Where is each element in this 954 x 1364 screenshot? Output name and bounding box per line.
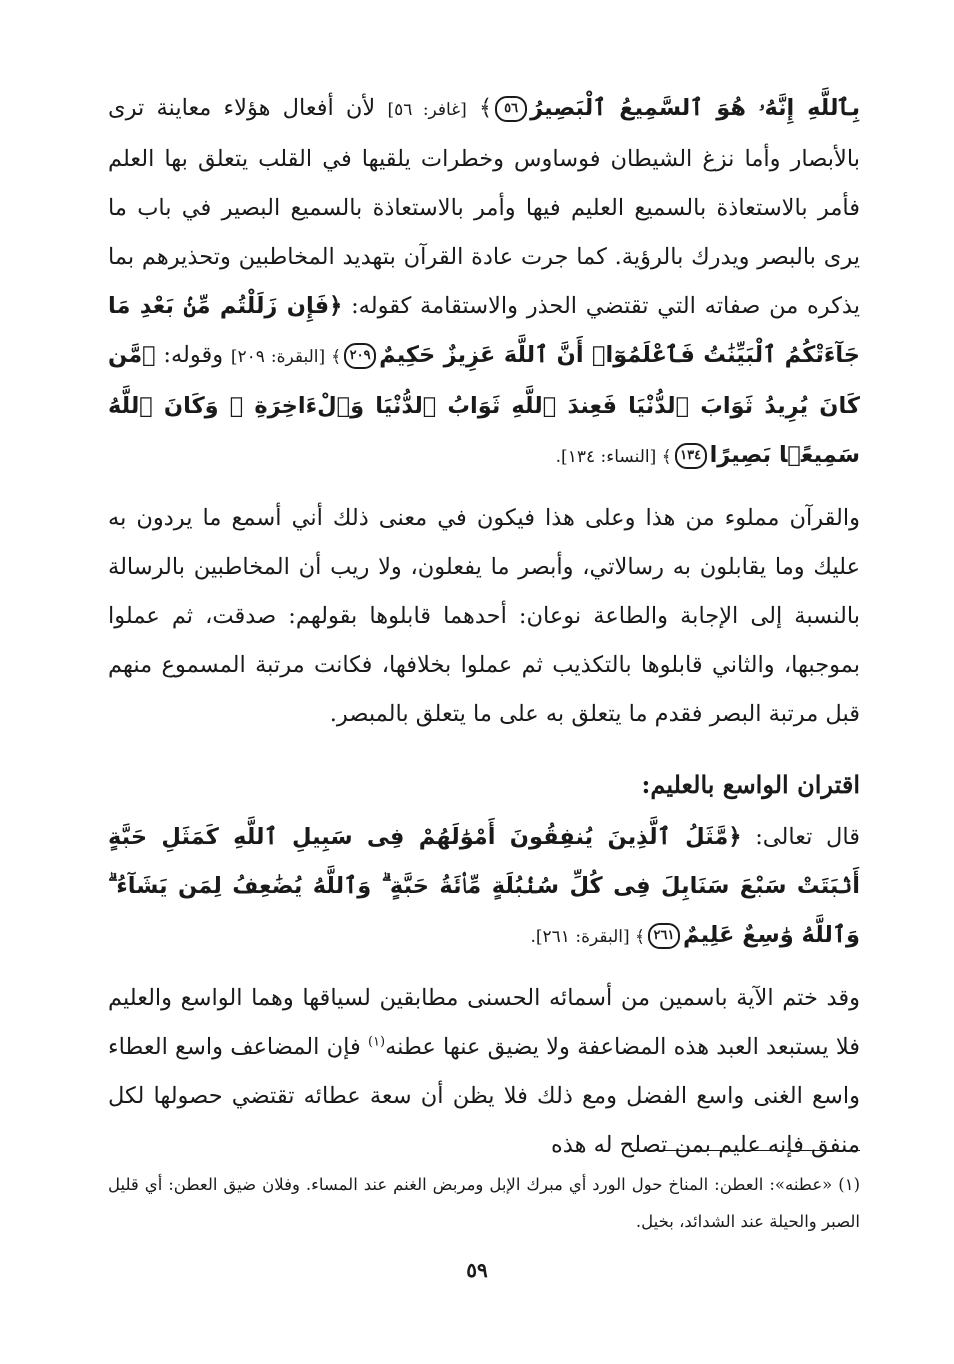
page-number: ٥٩ <box>466 1258 488 1282</box>
verse-reference: ﴾ [البقرة: ٢٦١]. <box>530 927 646 947</box>
footnote-item <box>108 1166 860 1240</box>
section-heading: اقتران الواسع بالعليم: <box>641 770 860 799</box>
paragraph-4 <box>108 974 860 1170</box>
paragraph-3 <box>108 813 860 962</box>
quran-verse: ﴿مَّثَلُ ٱلَّذِينَ يُنفِقُونَ أَمْوَٰلَهُمْ فِى سَبِيلِ ٱللَّهِ كَمَثَلِ حَبَّةٍ أَنۢبَتَتْ سَبْعَ سَنَابِلَ فِى كُلِّ سُنۢبُلَةٍ مِّا۟ئَةُ حَبَّةٍ ۗ وَٱللَّهُ يُضَٰعِفُ لِمَن يَشَآءُ ۗ وَٱللَّهُ وَٰسِعٌ عَلِيمٌ <box>108 824 860 948</box>
quran-verse: ﴿فَإِن زَلَلْتُم مِّنۢ بَعْدِ مَا جَآءَتْكُمُ ٱلْبَيِّنَٰتُ فَٱعْلَمُوٓا۟ أَنَّ ٱللَّهَ عَزِيزٌ حَكِيمٌ <box>108 293 860 368</box>
verse-reference: ﴾ [النساء: ١٣٤]. <box>555 447 672 467</box>
footnote-marker: (١) <box>838 1175 860 1194</box>
verse-reference: [غافر: ٥٦] <box>387 100 467 120</box>
footnotes <box>108 1166 860 1240</box>
ayah-number-marker: ١٣٤ <box>675 443 707 469</box>
paragraph-text: لأن أفعال هؤلاء معاينة ترى بالأبصار وأما نزغ الشيطان فوساوس وخطرات يلقيها في القلب يتعلق بها العلم فأمر بالاستعاذة بالسميع العليم فيها وأمر بالاستعاذة بالسميع البصير في باب ما يرى بالبصر ويدرك بالرؤية. كما جرت عادة القرآن بتهديد المخاطبين وتحذيرهم بما يذكره من صفاته التي تقتضي الحذر والاستقامة كقوله: <box>108 95 860 319</box>
footnote-divider <box>654 1150 860 1151</box>
paragraph-text: قال تعالى: <box>755 824 860 850</box>
verse-reference: ﴾ [البقرة: ٢٠٩] <box>230 347 342 367</box>
paragraph-text: وقد ختم الآية باسمين من أسمائه الحسنى مطابقين لسياقها وهما الواسع والعليم فلا يستبعد العبد هذه المضاعفة ولا يضيق عنها عطنه <box>108 985 860 1060</box>
quran-verse: ﴿مَّن كَانَ يُرِيدُ ثَوَابَ ٱلدُّنْيَا فَعِندَ ٱللَّهِ ثَوَابُ ٱلدُّنْيَا وَٱلْءَاخِرَةِ ۚ وَكَانَ ٱللَّهُ سَمِيعًۢا بَصِيرًا <box>108 342 860 468</box>
paragraph-1 <box>108 84 860 482</box>
paragraph-text: وقوله: <box>163 342 224 368</box>
ayah-number-marker: ٢٠٩ <box>344 343 376 369</box>
book-page-body <box>108 84 860 1170</box>
ayah-number-marker: ٥٦ <box>495 96 527 122</box>
quran-verse: بِٱللَّهِ إِنَّهُۥ هُوَ ٱلسَّمِيعُ ٱلْبَصِيرُ <box>530 95 861 121</box>
paragraph-2: والقرآن مملوء من هذا وعلى هذا فيكون في معنى ذلك أني أسمع ما يردون به عليك وما يقابلون به رسالاتي، وأبصر ما يفعلون، ولا ريب أن المخاطبين بالرسالة بالنسبة إلى الإجابة والطاعة نوعان: أحدهما قابلوها بقولهم: صدقت، ثم عملوا بموجبها، والثاني قابلوها بالتكذيب ثم عملوا بخلافها، فكانت مرتبة المسموع منهم قبل مرتبة البصر فقدم ما يتعلق به على ما يتعلق بالمبصر. <box>108 505 860 727</box>
footnote-reference: (١) <box>367 1034 386 1050</box>
ayah-number-marker: ٢٦١ <box>648 923 680 949</box>
paragraph-text: فإن المضاعف واسع العطاء واسع الغنى واسع الفضل ومع ذلك فلا يظن أن سعة عطائه تقتضي حصولها لكل منفق فإنه عليم بمن تصلح له هذه <box>108 1034 860 1158</box>
footnote-text: «عطنه»: العطن: المناخ حول الورد أي مبرك الإبل ومربض الغنم عند المساء. وفلان ضيق العطن: أي قليل الصبر والحيلة عند الشدائد، بخيل. <box>108 1175 860 1231</box>
quran-closing-bracket: ﴾ <box>466 95 493 121</box>
